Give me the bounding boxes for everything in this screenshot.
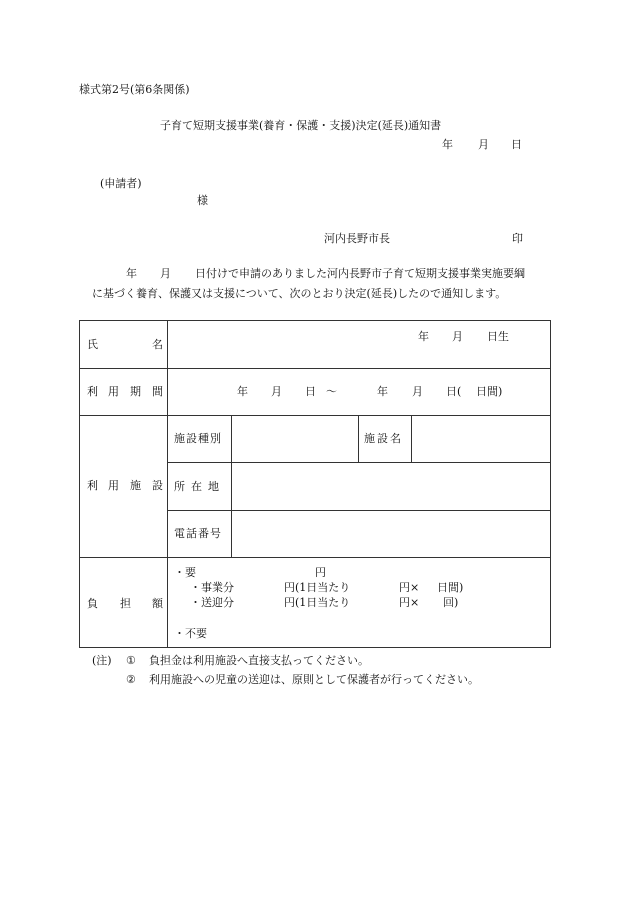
- facility-label-1: 利: [87, 479, 98, 492]
- name-label-cell: [80, 321, 168, 369]
- period-label-cell: [80, 369, 168, 416]
- address-label-cell: [168, 463, 232, 511]
- facility-label-3: 施: [130, 479, 141, 492]
- facility-name-label: 施設名: [364, 432, 403, 445]
- name-label-1: 氏: [87, 338, 98, 351]
- note-2: 利用施設への児童の送迎は、原則として保護者が行ってください。: [149, 673, 479, 686]
- birth-day: 日生: [487, 330, 509, 343]
- notice-table: [79, 320, 551, 648]
- applicant-label: (申請者): [100, 177, 142, 190]
- notes-label: (注): [92, 654, 112, 667]
- body-line2: に基づく養育、保護又は支援について、次のとおり決定(延長)したので通知します。: [92, 287, 507, 300]
- facility-type-label: 施設種別: [174, 432, 222, 445]
- row-facility-type: [80, 416, 551, 463]
- issuer: 河内長野市長: [324, 232, 390, 245]
- period-end-year: 年: [377, 385, 388, 398]
- name-value-cell[interactable]: [168, 321, 551, 369]
- body-year: 年: [126, 267, 137, 280]
- facility-name-value[interactable]: [412, 416, 551, 463]
- burden-required: ・要: [174, 566, 196, 579]
- note-1-mark: ①: [126, 654, 136, 667]
- period-label-3: 期: [130, 385, 141, 398]
- birth-year: 年: [418, 330, 429, 343]
- burden-label-cell: [80, 558, 168, 648]
- body-line1: 日付けで申請のありました河内長野市子育て短期支援事業実施要綱: [195, 267, 525, 280]
- phone-label-cell: [168, 511, 232, 558]
- facility-type-label-cell: [168, 416, 232, 463]
- note-1: 負担金は利用施設へ直接支払ってください。: [149, 654, 369, 667]
- period-label-4: 間: [152, 385, 163, 398]
- burden-business-x: 円×: [399, 581, 420, 594]
- facility-label-cell: [80, 416, 168, 558]
- body-month: 月: [160, 267, 171, 280]
- facility-label-4: 設: [152, 479, 163, 492]
- date-day: 日: [511, 138, 522, 151]
- burden-not-required: ・不要: [174, 627, 207, 640]
- address-label: 所在地: [174, 480, 225, 493]
- period-days: 日間): [476, 385, 503, 398]
- burden-label-3: 額: [152, 597, 163, 610]
- facility-name-label-cell: [359, 416, 412, 463]
- honorific: 様: [197, 194, 208, 207]
- period-value-cell[interactable]: [168, 369, 551, 416]
- row-burden: [80, 558, 551, 648]
- burden-business-yen: 円(1日当たり: [284, 581, 351, 594]
- burden-yen: 円: [315, 566, 326, 579]
- name-label-2: 名: [152, 338, 163, 351]
- date-year: 年: [442, 138, 453, 151]
- burden-transport-times: 回): [443, 596, 459, 609]
- period-tilde: 〜: [326, 385, 337, 398]
- seal-mark: 印: [512, 232, 523, 245]
- burden-transport-yen: 円(1日当たり: [284, 596, 351, 609]
- row-period: [80, 369, 551, 416]
- date-month: 月: [478, 138, 489, 151]
- burden-transport: ・送迎分: [190, 596, 234, 609]
- burden-business-days: 日間): [437, 581, 464, 594]
- facility-type-value[interactable]: [232, 416, 359, 463]
- phone-value[interactable]: [232, 511, 551, 558]
- period-end-day: 日(: [446, 385, 462, 398]
- burden-label-1: 負: [87, 597, 98, 610]
- burden-label-2: 担: [120, 597, 131, 610]
- period-label-1: 利: [87, 385, 98, 398]
- period-end-month: 月: [412, 385, 423, 398]
- phone-label: 電話番号: [174, 527, 222, 540]
- form-number: 様式第2号(第6条関係): [79, 83, 190, 96]
- facility-label-2: 用: [108, 479, 119, 492]
- document-title: 子育て短期支援事業(養育・保護・支援)決定(延長)通知書: [160, 119, 442, 132]
- burden-business: ・事業分: [190, 581, 234, 594]
- period-start-year: 年: [237, 385, 248, 398]
- row-name: [80, 321, 551, 369]
- period-label-2: 用: [108, 385, 119, 398]
- address-value[interactable]: [232, 463, 551, 511]
- birth-month: 月: [452, 330, 463, 343]
- period-start-day: 日: [305, 385, 316, 398]
- period-start-month: 月: [271, 385, 282, 398]
- burden-value-cell[interactable]: [168, 558, 551, 648]
- burden-transport-x: 円×: [399, 596, 420, 609]
- note-2-mark: ②: [126, 673, 136, 686]
